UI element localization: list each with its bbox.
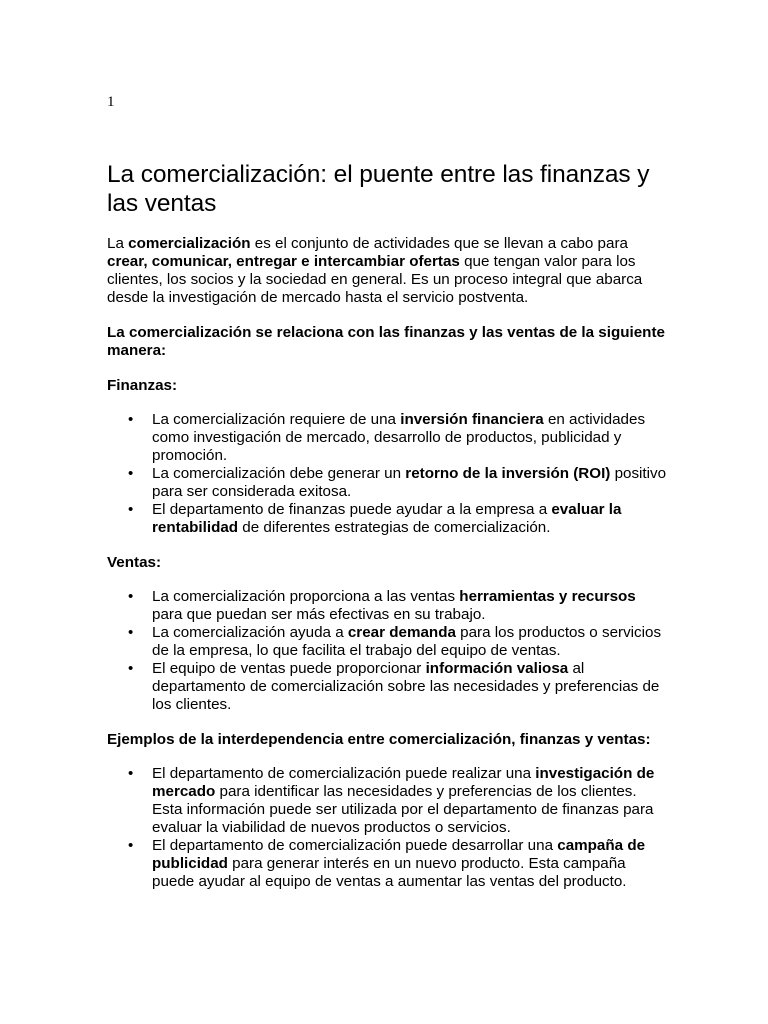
intro-bold-phrase: crear, comunicar, entregar e intercambiar ofertas: [107, 253, 460, 270]
section-title-ejemplos: Ejemplos de la interdependencia entre comercialización, finanzas y ventas:: [107, 731, 651, 748]
intro-paragraph: La comercialización es el conjunto de actividades que se llevan a cabo para crear, comunicar, entregar e intercambiar ofertas que tengan valor para los clientes, los socios y la sociedad en general. Es un proceso integral que abarca desde la investigación de mercado hasta el servicio postventa.: [107, 235, 643, 306]
page-number: 1: [107, 94, 115, 110]
relation-heading: La comercialización se relaciona con las finanzas y las ventas de la siguiente manera:: [107, 324, 665, 359]
list-item: • El equipo de ventas puede proporcionar información valiosa al departamento de comercialización sobre las necesidades y preferencias de los clientes.: [152, 660, 667, 714]
list-item: • El departamento de finanzas puede ayudar a la empresa a evaluar la rentabilidad de diferentes estrategias de comercialización.: [152, 501, 667, 537]
finanzas-list: [107, 411, 667, 537]
section-title-ventas: Ventas:: [107, 554, 162, 571]
list-item: • La comercialización requiere de una inversión financiera en actividades como investigación de mercado, desarrollo de productos, publicidad y promoción.: [152, 411, 667, 465]
list-item: • El departamento de comercialización puede desarrollar una campaña de publicidad para generar interés en un nuevo producto. Esta campaña puede ayudar al equipo de ventas a aumentar las ventas del producto.: [152, 837, 667, 891]
list-item: • El departamento de comercialización puede realizar una investigación de mercado para identificar las necesidades y preferencias de los clientes. Esta información puede ser utilizada por el departamento de finanzas para evaluar la viabilidad de nuevos productos o servicios.: [152, 765, 667, 837]
list-item: • La comercialización proporciona a las ventas herramientas y recursos para que puedan ser más efectivas en su trabajo.: [152, 588, 667, 624]
list-item: • La comercialización ayuda a crear demanda para los productos o servicios de la empresa, lo que facilita el trabajo del equipo de ventas.: [152, 624, 667, 660]
intro-bold-term: comercialización: [128, 235, 251, 252]
list-item: • La comercialización debe generar un retorno de la inversión (ROI) positivo para ser considerada exitosa.: [152, 465, 667, 501]
section-title-finanzas: Finanzas:: [107, 377, 178, 394]
ejemplos-list: [107, 765, 667, 891]
ventas-list: [107, 588, 667, 714]
document-body: [107, 160, 667, 891]
document-title: La comercialización: el puente entre las finanzas y las ventas: [107, 161, 650, 217]
